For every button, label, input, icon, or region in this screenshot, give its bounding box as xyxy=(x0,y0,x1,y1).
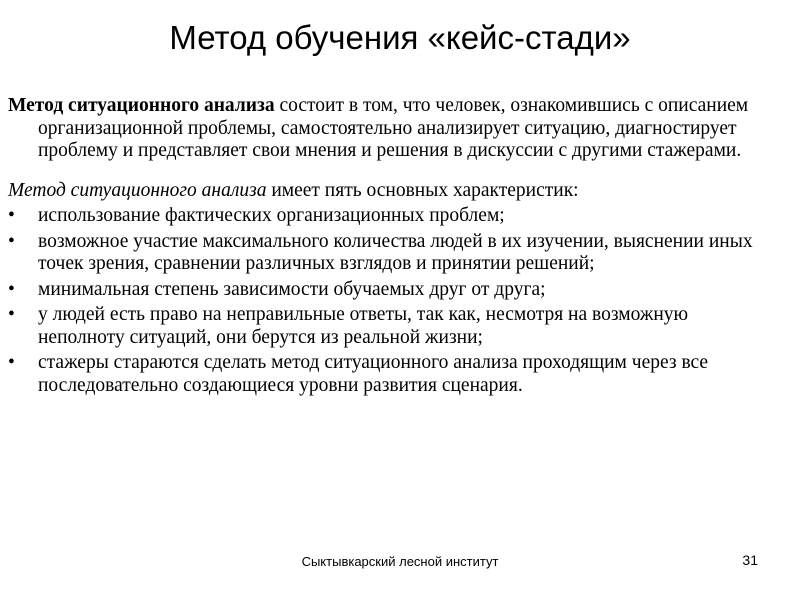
list-item xyxy=(8,304,768,349)
intro-paragraph xyxy=(8,95,768,163)
bullet-icon: • xyxy=(8,352,15,373)
intro-term: Метод ситуационного анализа xyxy=(8,95,275,116)
list-item xyxy=(8,205,768,228)
list-item-text: использование фактических организационных проблем; xyxy=(38,205,505,226)
lead-term: Метод ситуационного анализа xyxy=(8,179,267,201)
characteristics-lead xyxy=(8,180,768,203)
list-item xyxy=(8,352,768,397)
list-item-text: минимальная степень зависимости обучаемых друг от друга; xyxy=(38,278,546,300)
bullet-icon: • xyxy=(8,278,15,300)
bullet-icon: • xyxy=(8,304,15,325)
list-item-text: стажеры стараются сделать метод ситуационного анализа проходящим через все последовательно создающиеся уровни развития сценария. xyxy=(38,352,709,396)
bullet-icon: • xyxy=(8,230,15,252)
bullet-icon: • xyxy=(8,205,15,226)
intro-text: состоит в том, что человек, ознакомившись с описанием организационной проблемы, самостоятельно анализирует ситуацию, диагностирует проблему и представляет свои мнения и решения в дискуссии с другими стажерами. xyxy=(38,95,749,161)
list-item-text: возможное участие максимального количества людей в их изучении, выяснении иных точек зрения, сравнении различных взглядов и принятии решений; xyxy=(38,230,753,274)
list-item xyxy=(8,279,768,302)
footer-institution: Сыктывкарский лесной институт xyxy=(301,554,499,569)
slide-title: Метод обучения «кейс-стади» xyxy=(169,19,631,56)
slide-body xyxy=(8,95,768,397)
list-item xyxy=(8,231,768,276)
page-number: 31 xyxy=(742,552,758,568)
list-item-text: у людей есть право на неправильные ответы, так как, несмотря на возможную неполноту ситуаций, они берутся из реальной жизни; xyxy=(38,304,689,348)
lead-text: имеет пять основных характеристик: xyxy=(266,179,579,201)
characteristics-list xyxy=(8,205,768,397)
